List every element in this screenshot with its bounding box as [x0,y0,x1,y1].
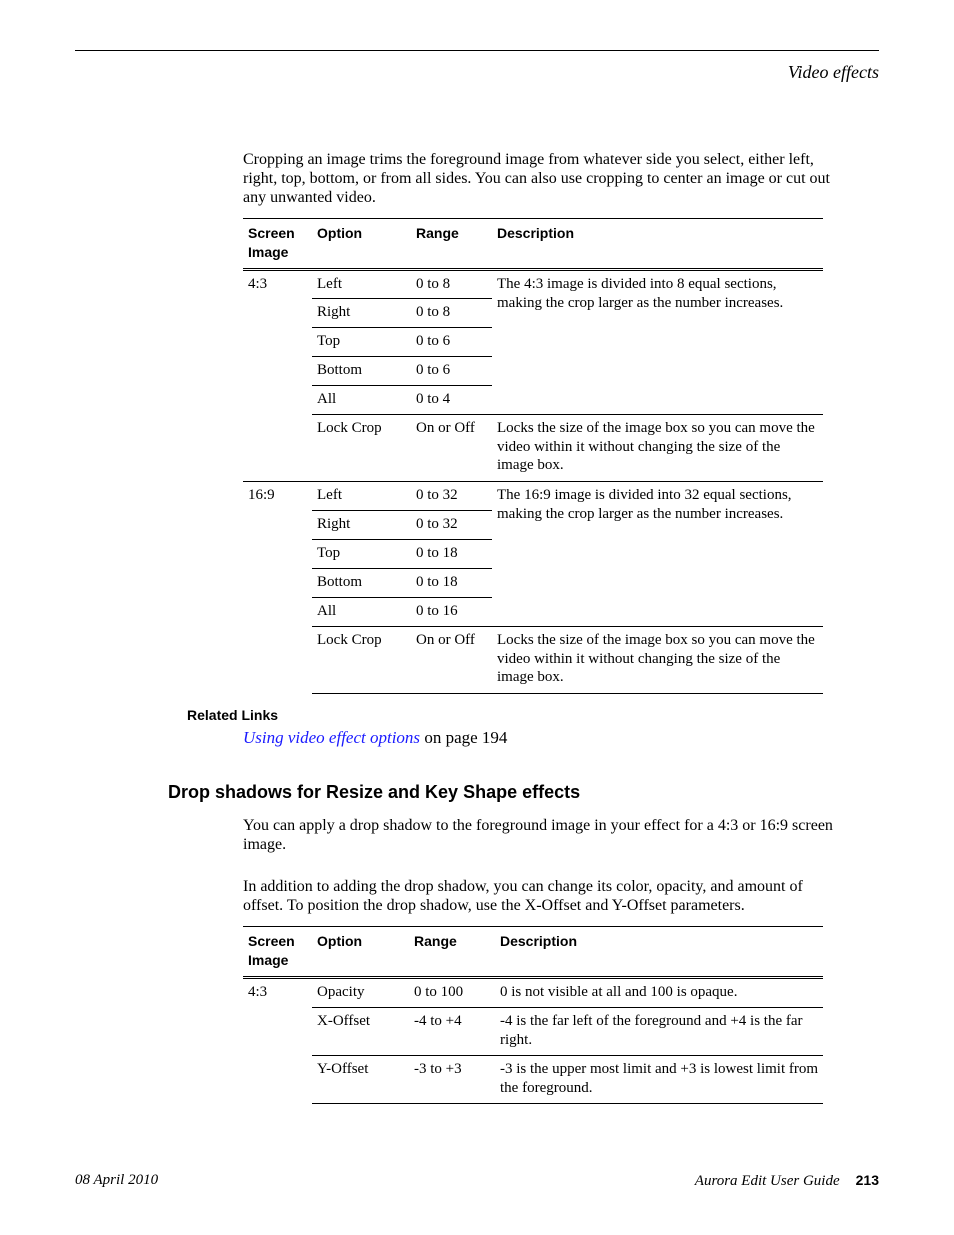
table-row [243,482,823,511]
table-row [243,978,823,1008]
page-number: 213 [855,1172,879,1188]
table-row [243,270,823,299]
column-header-screen: Screen Image [243,219,312,270]
option-cell: All [312,386,411,415]
description-cell: -4 is the far left of the foreground and +4 is the far right. [495,1008,823,1056]
option-cell: Opacity [317,984,365,1000]
column-header-option: Option [312,219,411,270]
range-cell: 0 to 4 [411,386,492,415]
option-cell: Top [312,540,411,569]
range-cell: 0 to 32 [411,511,492,540]
section-heading: Drop shadows for Resize and Key Shape effects [168,782,581,802]
column-header-range: Range [409,927,495,978]
description-cell: -3 is the upper most limit and +3 is lowest limit from the foreground. [495,1056,823,1104]
footer-guide-title: Aurora Edit User Guide [694,1173,840,1189]
range-cell: -4 to +4 [409,1008,495,1056]
screen-cell: 16:9 [243,482,312,694]
description-cell: The 16:9 image is divided into 32 equal sections, making the crop larger as the number increases. [492,482,823,627]
running-header-title: Video effects [787,62,879,82]
range-cell: 0 to 8 [416,276,451,292]
range-cell: -3 to +3 [409,1056,495,1104]
table-row [243,1008,823,1056]
option-cell: X-Offset [312,1008,409,1056]
description-cell: Locks the size of the image box so you can move the video within it without changing the size of the image box. [492,415,823,482]
range-cell: On or Off [411,415,492,482]
option-cell: Right [312,511,411,540]
option-cell: Top [312,328,411,357]
range-cell: 0 to 6 [411,357,492,386]
related-links-heading: Related Links [187,707,279,723]
range-cell: 0 to 6 [411,328,492,357]
footer-date: 08 April 2010 [75,1172,159,1188]
column-header-screen: Screen Image [243,927,312,978]
table-row [243,415,823,482]
range-cell: 0 to 18 [411,540,492,569]
intro-paragraph: Cropping an image trims the foreground image from whatever side you select, either left, right, top, bottom, or from all sides. You can also use cropping to center an image or cut out any unwanted video. [243,151,830,206]
option-cell: Lock Crop [312,627,411,694]
option-cell: Y-Offset [312,1056,409,1104]
range-cell: 0 to 100 [414,984,464,1000]
header-rule [75,50,879,51]
table-row [243,1056,823,1104]
option-cell: Bottom [312,357,411,386]
column-header-option: Option [312,927,409,978]
option-cell: Bottom [312,569,411,598]
option-cell: Lock Crop [312,415,411,482]
range-cell: 0 to 18 [411,569,492,598]
screen-cell: 4:3 [248,276,268,292]
range-cell: On or Off [411,627,492,694]
option-cell: Right [312,299,411,328]
section-paragraph-2: In addition to adding the drop shadow, you can change its color, opacity, and amount of offset. To position the drop shadow, use the X-Offset and Y-Offset parameters. [243,878,803,914]
crop-options-table [243,218,823,694]
shadow-options-table [243,926,823,1104]
option-cell: All [312,598,411,627]
description-cell: The 4:3 image is divided into 8 equal sections, making the crop larger as the number increases. [497,276,784,311]
related-link[interactable]: Using video effect options [243,728,421,747]
column-header-range: Range [411,219,492,270]
table-header-row [243,927,823,978]
description-cell: 0 is not visible at all and 100 is opaque. [500,984,738,1000]
range-cell: 0 to 8 [411,299,492,328]
table-row [243,627,823,694]
option-cell: Left [317,276,342,292]
column-header-description: Description [492,219,823,270]
footer-right [695,1172,879,1190]
option-cell: Left [312,482,411,511]
table-header-row [243,219,823,270]
screen-cell: 4:3 [248,984,268,1000]
related-link-page-ref: on page 194 [420,728,508,747]
range-cell: 0 to 32 [411,482,492,511]
column-header-description: Description [495,927,823,978]
related-link-line [243,728,507,748]
description-cell: Locks the size of the image box so you can move the video within it without changing the size of the image box. [492,627,823,694]
range-cell: 0 to 16 [411,598,492,627]
section-paragraph-1: You can apply a drop shadow to the foreground image in your effect for a 4:3 or 16:9 screen image. [243,817,833,853]
